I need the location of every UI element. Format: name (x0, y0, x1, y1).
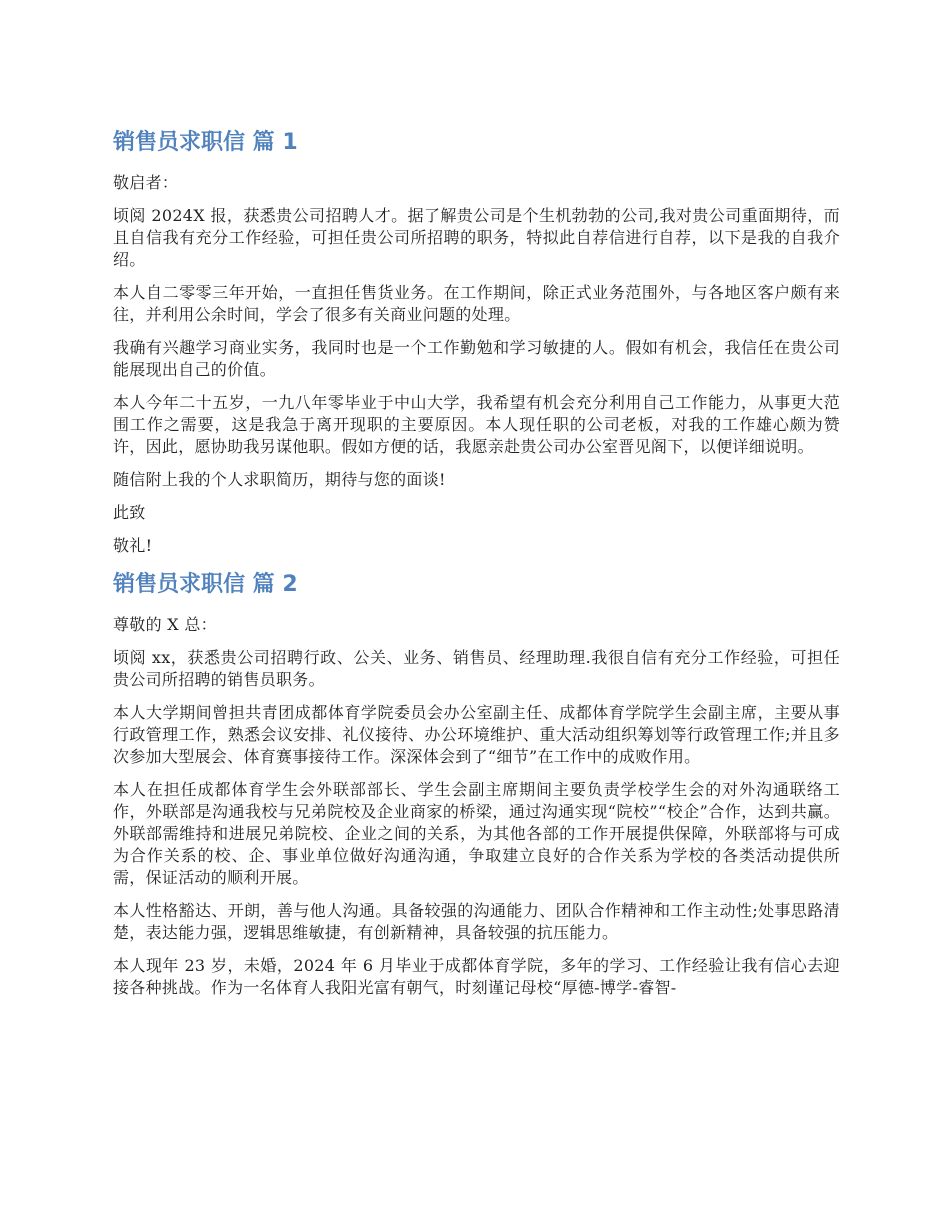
paragraph: 顷阅 2024X 报，获悉贵公司招聘人才。据了解贵公司是个生机勃勃的公司,我对贵公司重面期待，而且自信我有充分工作经验，可担任贵公司所招聘的职务，特拟此自荐信进行自荐，以下是我的自我介绍。 (113, 206, 840, 269)
section-title-1: 销售员求职信 篇 1 (113, 130, 298, 155)
closing-regards: 敬礼! (113, 536, 153, 555)
salutation-1: 敬启者： (113, 173, 179, 192)
paragraph: 本人性格豁达、开朗，善与他人沟通。具备较强的沟通能力、团队合作精神和工作主动性;处事思路清楚，表达能力强，逻辑思维敏捷，有创新精神，具备较强的抗压能力。 (113, 901, 840, 942)
paragraph: 顷阅 xx，获悉贵公司招聘行政、公关、业务、销售员、经理助理.我很自信有充分工作经验，可担任贵公司所招聘的销售员职务。 (113, 648, 840, 689)
paragraph: 随信附上我的个人求职简历，期待与您的面谈! (113, 470, 446, 489)
paragraph: 本人现年 23 岁，未婚，2024 年 6 月毕业于成都体育学院，多年的学习、工作经验让我有信心去迎接各种挑战。作为一名体育人我阳光富有朝气，时刻谨记母校“厚德-博学-睿智- (113, 956, 840, 997)
paragraph: 我确有兴趣学习商业实务，我同时也是一个工作勤勉和学习敏捷的人。假如有机会，我信任在贵公司能展现出自己的价值。 (113, 338, 840, 379)
paragraph: 本人今年二十五岁，一九八年零毕业于中山大学，我希望有机会充分利用自己工作能力，从事更大范围工作之需要，这是我急于离开现职的主要原因。本人现任职的公司老板，对我的工作雄心颇为赞许，因此，愿协助我另谋他职。假如方便的话，我愿亲赴贵公司办公室晋见阁下，以便详细说明。 (113, 393, 840, 456)
document-body (113, 126, 840, 1010)
section-title-2: 销售员求职信 篇 2 (113, 572, 298, 597)
salutation-2: 尊敬的 X 总： (113, 615, 217, 634)
paragraph: 本人在担任成都体育学生会外联部部长、学生会副主席期间主要负责学校学生会的对外沟通联络工作，外联部是沟通我校与兄弟院校及企业商家的桥梁，通过沟通实现“院校”“校企”合作，达到共赢。外联部需维持和进展兄弟院校、企业之间的关系，为其他各部的工作开展提供保障，外联部将与可成为合作关系的校、企、事业单位做好沟通沟通，争取建立良好的合作关系为学校的各类活动提供所需，保证活动的顺利开展。 (113, 780, 840, 887)
paragraph: 本人大学期间曾担共青团成都体育学院委员会办公室副主任、成都体育学院学生会副主席，主要从事行政管理工作，熟悉会议安排、礼仪接待、办公环境维护、重大活动组织筹划等行政管理工作;并且多次参加大型展会、体育赛事接待工作。深深体会到了“细节”在工作中的成败作用。 (113, 703, 840, 766)
closing-line: 此致 (113, 503, 146, 522)
paragraph: 本人自二零零三年开始，一直担任售货业务。在工作期间，除正式业务范围外，与各地区客户颇有来往，并利用公余时间，学会了很多有关商业问题的处理。 (113, 283, 840, 324)
